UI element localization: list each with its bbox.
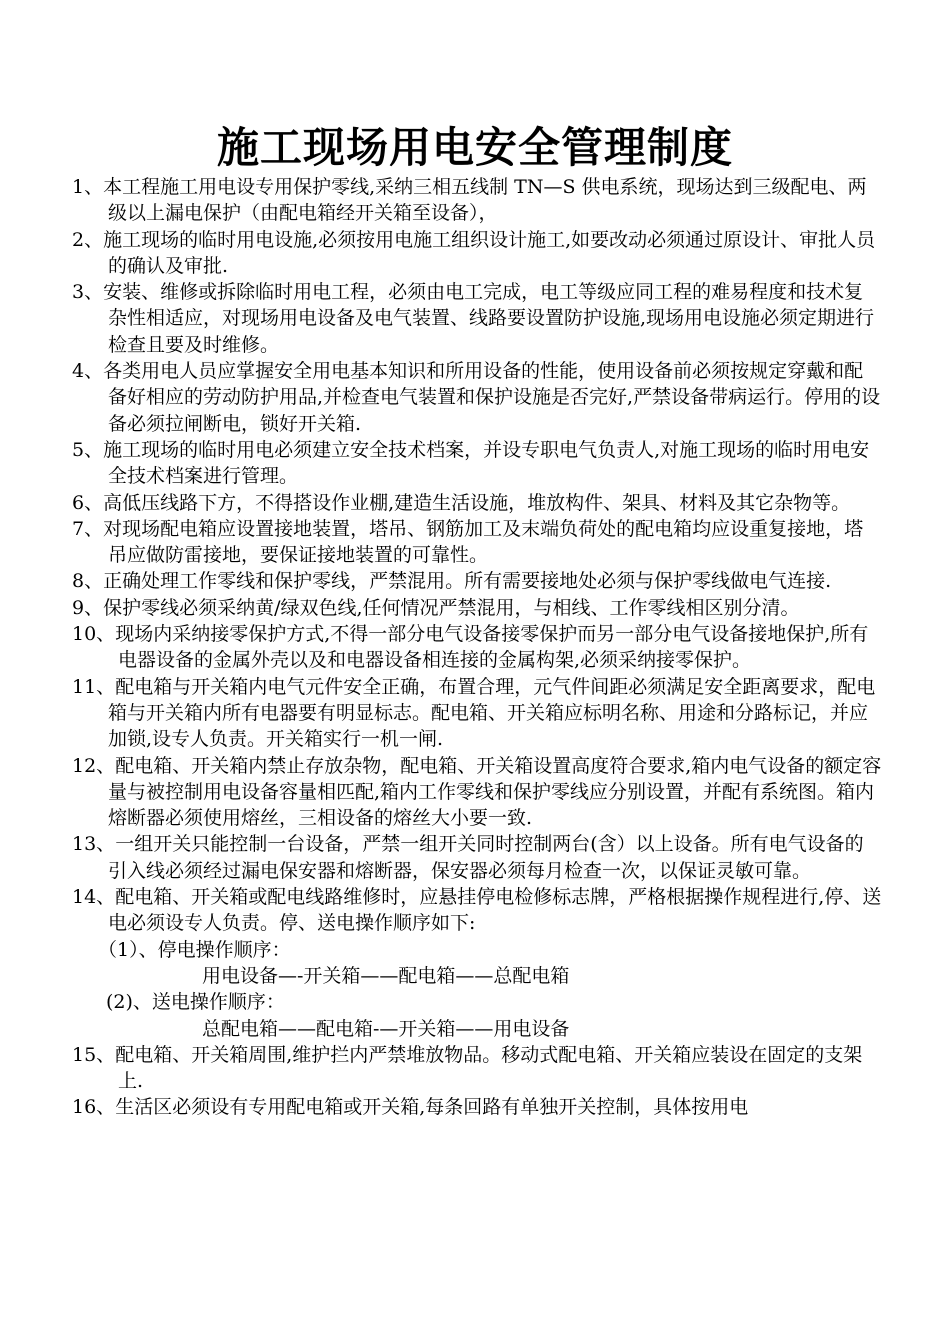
item-number: 4、	[72, 360, 104, 383]
list-item	[72, 884, 882, 937]
item-number: 11、	[72, 675, 116, 698]
item-number: 15、	[72, 1043, 116, 1066]
item-number: 1、	[72, 176, 104, 198]
item-text: 配电箱、开关箱周围,维护拦内严禁堆放物品。移动式配电箱、开关箱应装设在固定的支架上.	[115, 1043, 863, 1093]
item-text: 配电箱与开关箱内电气元件安全正确，布置合理，元气件间距必须满足安全距离要求，配电箱与开关箱内所有电器要有明显标志。配电箱、开关箱应标明名称、用途和分路标记，并应加锁,设专人负责。开关箱实行一机一闸.	[108, 675, 876, 751]
item-text: 保护零线必须采纳黄/绿双色线,任何情况严禁混用，与相线、工作零线相区别分清。	[103, 596, 800, 619]
item-number: 16、	[72, 1096, 116, 1119]
item-text: 各类用电人员应掌握安全用电基本知识和所用设备的性能，使用设备前必须按规定穿戴和配备好相应的劳动防护用品,并检查电气装置和保护设施是否完好,严禁设备带病运行。停用的设备必须拉闸断电，锁好开关箱.	[103, 360, 881, 435]
list-item	[72, 1042, 882, 1095]
list-item	[72, 279, 882, 358]
item-text: 对现场配电箱应设置接地装置，塔吊、钢筋加工及末端负荷处的配电箱均应设重复接地，塔吊应做防雷接地，要保证接地装置的可靠性。	[103, 517, 864, 567]
list-item	[72, 595, 882, 621]
list-item	[72, 437, 882, 490]
list-item	[72, 753, 882, 832]
list-item	[72, 1094, 882, 1120]
item-number: 13、	[72, 833, 116, 856]
item-number: 5、	[72, 438, 104, 461]
item-text: 生活区必须设有专用配电箱或开关箱,每条回路有单独开关控制，具体按用电	[115, 1096, 749, 1119]
item-text: 现场内采纳接零保护方式,不得一部分电气设备接零保护而另一部分电气设备接地保护,所有电器设备的金属外壳以及和电器设备相连接的金属构架,必须采纳接零保护。	[115, 623, 869, 672]
item-number: 14、	[72, 886, 116, 909]
list-item	[72, 174, 882, 227]
list-item	[72, 831, 882, 884]
item-number: 10、	[72, 623, 116, 646]
list-item	[72, 358, 882, 437]
item-text: 施工现场的临时用电必须建立安全技术档案，并设专职电气负责人,对施工现场的临时用电安全技术档案进行管理。	[103, 438, 870, 488]
item-number: 9、	[72, 596, 104, 619]
list-item	[72, 568, 882, 594]
item-number: 6、	[72, 491, 104, 514]
document-body	[72, 174, 882, 1121]
item-text: 正确处理工作零线和保护零线，严禁混用。所有需要接地处必须与保护零线做电气连接.	[103, 570, 832, 593]
power-on-label: (2)、送电操作顺序：	[106, 991, 285, 1014]
list-item	[72, 621, 882, 674]
item-number: 2、	[72, 228, 104, 251]
item-number: 3、	[72, 281, 104, 304]
item-text: 一组开关只能控制一台设备，严禁一组开关同时控制两台(含）以上设备。所有电气设备的引入线必须经过漏电保安器和熔断器，保安器必须每月检查一次，以保证灵敏可靠。	[108, 833, 864, 882]
item-text: 高低压线路下方，不得搭设作业棚,建造生活设施，堆放构件、架具、材料及其它杂物等。	[103, 491, 851, 514]
item-text: 本工程施工用电设专用保护零线,采纳三相五线制 TN—S 供电系统，现场达到三级配电、两级以上漏电保护（由配电箱经开关箱至设备），	[103, 176, 867, 225]
document-title: 施工现场用电安全管理制度	[216, 123, 733, 172]
list-item	[72, 490, 882, 516]
item-number: 12、	[72, 754, 116, 777]
item-number: 7、	[72, 517, 104, 540]
power-off-label: （1）、停电操作顺序：	[98, 938, 291, 961]
item-text: 施工现场的临时用电设施,必须按用电施工组织设计施工,如要改动必须通过原设计、审批人员的确认及审批.	[103, 228, 876, 277]
item-text: 配电箱、开关箱内禁止存放杂物，配电箱、开关箱设置高度符合要求,箱内电气设备的额定容量与被控制用电设备容量相匹配,箱内工作零线和保护零线应分别设置，并配有系统图。箱内熔断器必须使用熔丝，三相设备的熔丝大小要一致.	[108, 754, 882, 830]
power-on-sequence: 总配电箱——配电箱-—开关箱——用电设备	[202, 1017, 570, 1040]
item-text: 安装、维修或拆除临时用电工程，必须由电工完成，电工等级应同工程的难易程度和技术复杂性相适应，对现场用电设备及电气装置、线路要设置防护设施,现场用电设施必须定期进行检查且要及时维修。	[103, 281, 875, 356]
item-text: 配电箱、开关箱或配电线路维修时，应悬挂停电检修标志牌，严格根据操作规程进行,停、送电必须设专人负责。停、送电操作顺序如下:	[108, 886, 882, 935]
list-item	[72, 674, 882, 753]
power-off-sequence: 用电设备—-开关箱——配电箱——总配电箱	[202, 964, 570, 987]
list-item	[72, 227, 882, 280]
list-item	[72, 516, 882, 569]
item-number: 8、	[72, 570, 104, 593]
